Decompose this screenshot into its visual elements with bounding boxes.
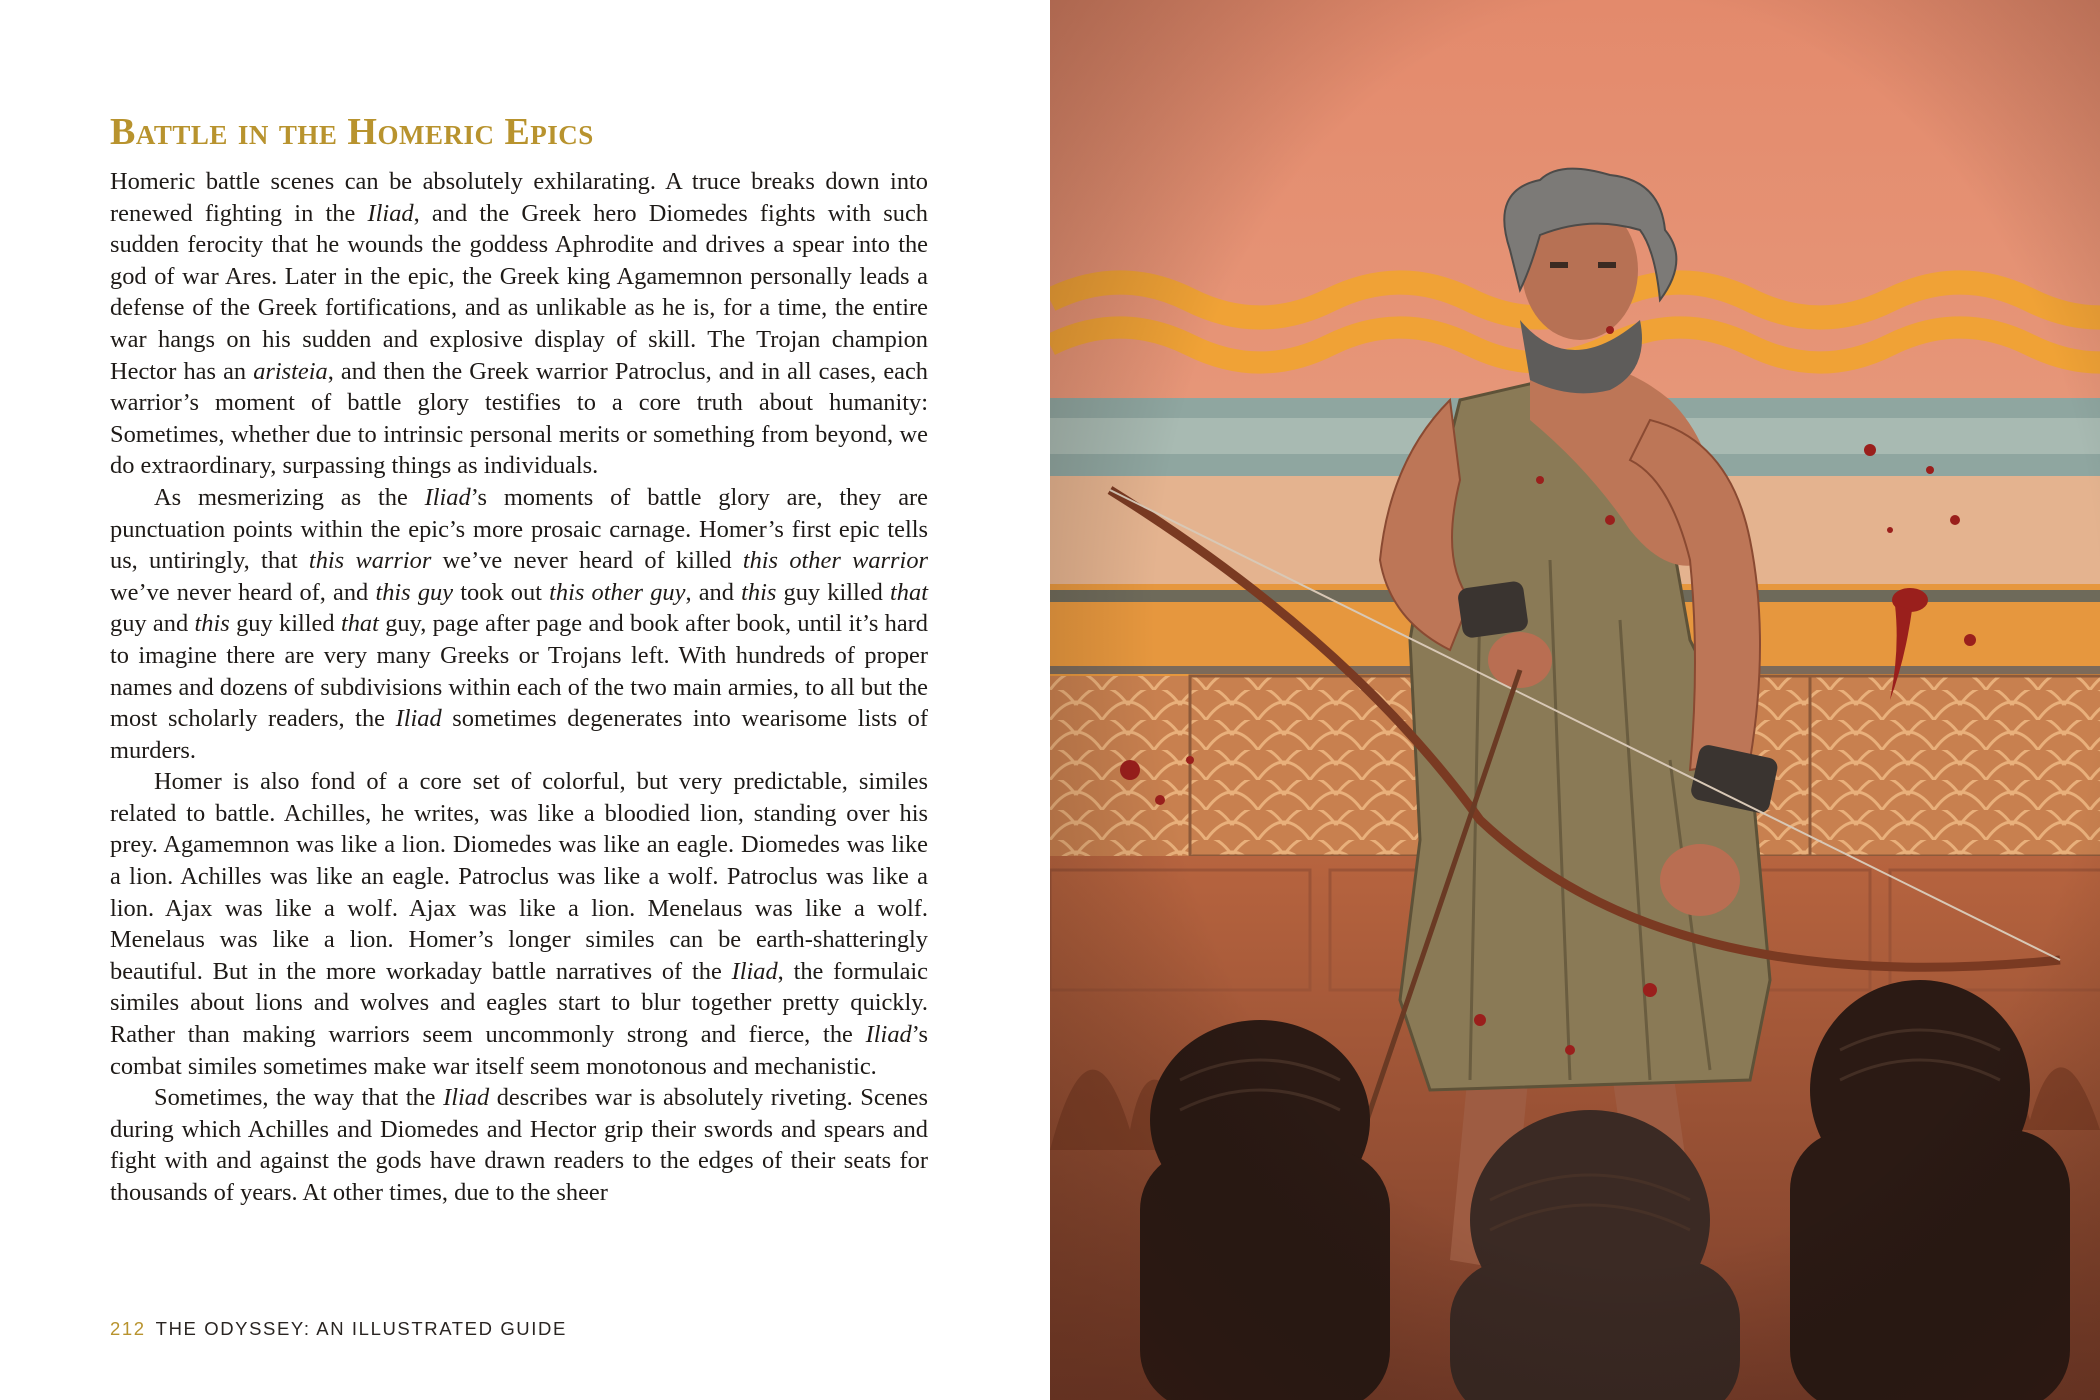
section-heading: Battle in the Homeric Epics xyxy=(110,111,594,153)
italic-run: this guy xyxy=(375,578,454,606)
text-run: Homer is also fond of a core set of colorful, but very predictable, similes related to battle. Achilles, he writes, was like a bloodied lion, standing over his prey. Agamemnon was like a lion. Diomedes was like an eagle. Diomedes was like a lion. Achilles was like an eagle. Patroclus was like a wolf. Patroclus was like a lion. Ajax was like a wolf. Ajax was like a lion. Menelaus was like a wolf. Menelaus was like a lion. Homer’s longer similes can be earth-shatteringly beautiful. But in the more workaday battle narratives of the xyxy=(110,768,928,985)
italic-run: Iliad xyxy=(731,957,778,985)
italic-run: this warrior xyxy=(308,547,432,575)
italic-run: aristeia xyxy=(253,357,328,385)
illustration-canvas xyxy=(1050,0,2100,1400)
italic-run: Iliad xyxy=(367,199,414,227)
text-run: we’ve never heard of killed xyxy=(431,547,743,575)
text-run: , the formulaic similes about lions and wolves and eagles start to blur together pretty quickly. Rather than making warriors seem uncommonly strong and fierce, the xyxy=(110,957,928,1049)
text-run: ’s combat similes sometimes make war itself seem monotonous and mechanistic. xyxy=(110,1021,928,1080)
italic-run: this xyxy=(741,578,777,606)
text-run: ’s moments of battle glory are, they are punctuation points within the epic’s more prosaic carnage. Homer’s first epic tells us, untiringly, that xyxy=(110,483,928,575)
text-run: we’ve never heard of, and xyxy=(110,578,376,606)
body-text xyxy=(110,166,928,1209)
text-run: Homeric battle scenes can be absolutely exhilarating. A truce breaks down into renewed fighting in the xyxy=(110,168,928,227)
text-run: guy, page after page and book after book, until it’s hard to imagine there are very many Greeks or Trojans left. With hundreds of proper names and dozens of subdivisions within each of the two main armies, to all but the most scholarly readers, the xyxy=(110,610,928,733)
paragraph-2 xyxy=(110,482,928,766)
text-run: As mesmerizing as the xyxy=(154,483,425,511)
running-title: THE ODYSSEY: AN ILLUSTRATED GUIDE xyxy=(155,1318,567,1339)
text-run: guy killed xyxy=(776,578,891,606)
italic-run: Iliad xyxy=(443,1084,490,1112)
italic-run: this xyxy=(194,610,230,638)
italic-run: that xyxy=(890,578,928,606)
italic-run: this other guy xyxy=(549,578,686,606)
page-number: 212 xyxy=(110,1318,146,1339)
italic-run: this other warrior xyxy=(742,547,929,575)
page-footer xyxy=(110,1318,567,1340)
vignette-overlay xyxy=(1050,0,2100,1400)
text-run: describes war is absolutely riveting. Scenes during which Achilles and Diomedes and Hector grip their swords and spears and fight with and against the gods have drawn readers to the edges of their seats for thousands of years. At other times, due to the sheer xyxy=(110,1084,928,1206)
text-run: guy killed xyxy=(229,610,341,638)
italic-run: Iliad xyxy=(424,483,471,511)
paragraph-4 xyxy=(110,1082,928,1208)
text-run: , and the Greek hero Diomedes fights with such sudden ferocity that he wounds the goddess Aphrodite and drives a spear into the god of war Ares. Later in the epic, the Greek king Agamemnon personally leads a defense of the Greek fortifications, and as unlikable as he is, for a time, the entire war hangs on his sudden and explosive display of skill. The Trojan champion Hector has an xyxy=(110,199,929,385)
paragraph-3 xyxy=(110,766,928,1082)
text-run: , and xyxy=(685,578,742,606)
text-run: sometimes degenerates into wearisome lists of murders. xyxy=(110,705,928,764)
paragraph-1 xyxy=(110,166,928,482)
text-run: guy and xyxy=(110,610,195,638)
italic-run: Iliad xyxy=(395,705,442,733)
text-run: Sometimes, the way that the xyxy=(154,1084,444,1112)
warrior-illustration xyxy=(1050,0,2100,1400)
italic-run: Iliad xyxy=(865,1021,912,1049)
text-run: , and then the Greek warrior Patroclus, and in all cases, each warrior’s moment of battle glory testifies to a core truth about humanity: Sometimes, whether due to intrinsic personal merits or something from beyond, we do extraordinary, surpassing things as individuals. xyxy=(110,357,928,480)
italic-run: that xyxy=(340,610,379,638)
text-run: took out xyxy=(453,578,550,606)
